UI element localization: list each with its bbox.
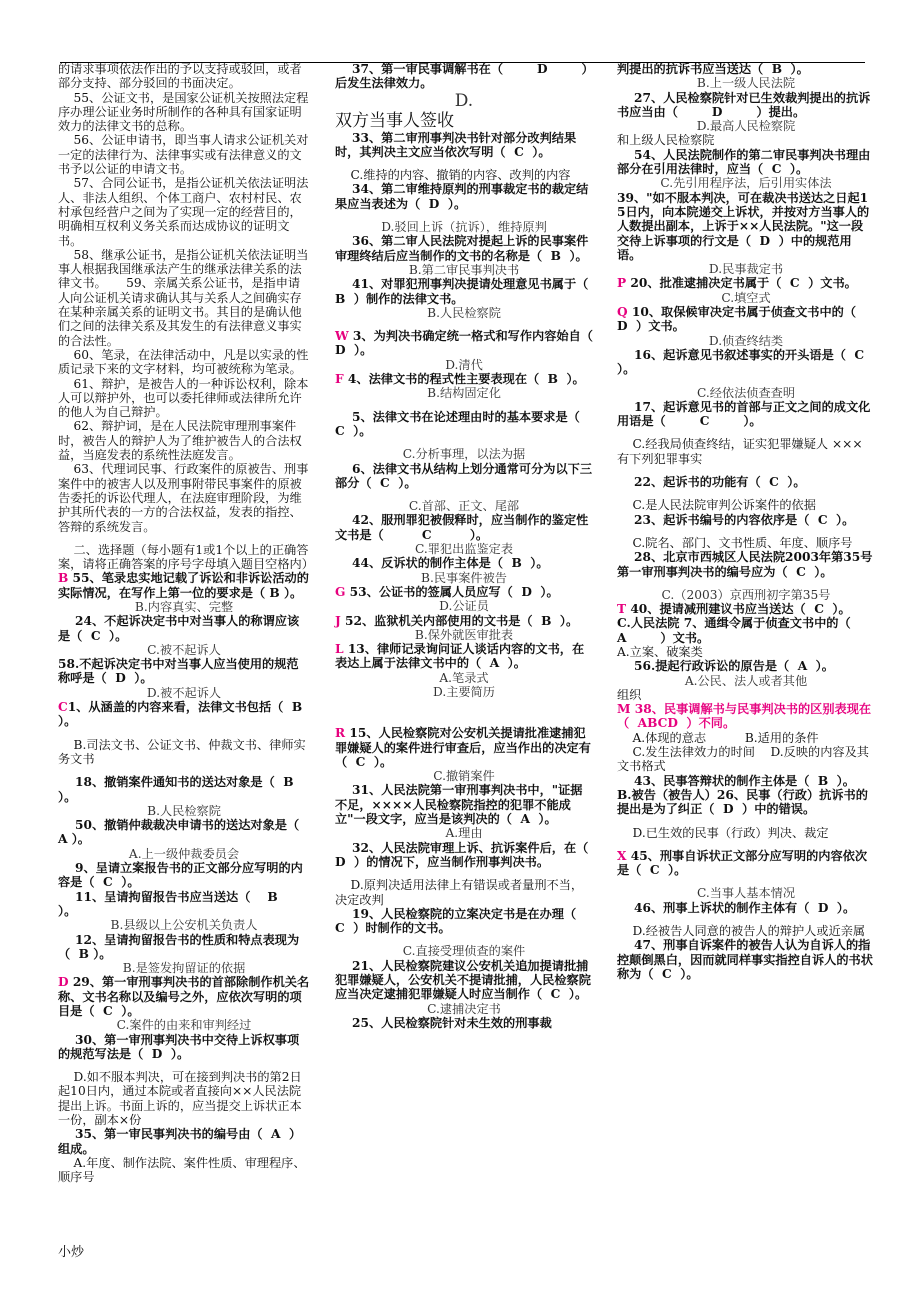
line-text: D.公证员 xyxy=(439,599,489,614)
line-text: 29、第一审刑事判决书的首部除制作机关名称、文书名称以及编号之外，应依次写明的项目是（ C ）。 xyxy=(58,975,310,1018)
text-line xyxy=(617,924,875,938)
text-line xyxy=(58,818,310,847)
answer-line xyxy=(335,769,593,783)
line-text: D.侦查终结类 xyxy=(708,333,784,348)
line-text: 22、起诉书的功能有（ C ）。 xyxy=(617,475,806,490)
text-line xyxy=(617,788,875,817)
index-letter: M xyxy=(617,702,631,717)
answer-line xyxy=(617,886,875,900)
text-line xyxy=(58,657,310,686)
line-text: C.维持的内容、撤销的内容、改判的内容 xyxy=(335,168,571,183)
text-line xyxy=(58,91,310,134)
index-letter: C xyxy=(58,700,68,715)
index-letter: L xyxy=(335,642,344,657)
text-line xyxy=(58,419,310,462)
line-text: 47、刑事自诉案件的被告人认为自诉人的指控颠倒黑白，因而就同样事实指控自诉人的书状称为（ C ）。 xyxy=(617,938,873,981)
line-text: C.被不起诉人 xyxy=(147,642,221,657)
text-line xyxy=(58,62,310,91)
answer-line xyxy=(617,674,875,688)
answer-line xyxy=(335,571,593,585)
line-text: D.已生效的民事（行政）判决、裁定 xyxy=(617,825,829,840)
line-text: 10、取保候审决定书属于侦查文书中的（ D ）文书。 xyxy=(617,305,865,334)
text-line xyxy=(617,133,875,147)
line-text: A.体现的意志 B.适用的条件 xyxy=(617,730,819,745)
answer-line xyxy=(335,91,593,111)
index-letter: X xyxy=(617,848,627,863)
line-text: 19、人民检察院的立案决定书是在办理（ C ）时制作的文书。 xyxy=(335,906,585,936)
spacer xyxy=(617,466,875,475)
text-line xyxy=(58,738,310,767)
text-line xyxy=(617,938,875,981)
text-line xyxy=(335,111,593,131)
text-line xyxy=(617,745,875,774)
line-text: 30、第一审刑事判决书中交待上诉权事项的规范写法是（ D ）。 xyxy=(58,1032,300,1061)
line-text: A.立案、破案类 xyxy=(617,644,703,659)
answer-line xyxy=(335,499,593,513)
index-letter: J xyxy=(335,613,341,628)
spacer xyxy=(58,534,310,543)
line-text: 58、继承公证书，是指公证机关依法证明当事人根据我国继承法产生的继承法律关系的法律文书。 59、亲属关系公证书，是指申请人向公证机关请求确认其与关系人之间确实存在某种亲属关系的证明文书。其目的是确认他们之间的法律关系及其发生的有法律意义事实的合法性。 xyxy=(58,247,309,348)
text-line xyxy=(617,148,875,177)
spacer xyxy=(335,320,593,329)
line-text: D.经被告人同意的被告人的辩护人或近亲属 xyxy=(617,924,866,939)
spacer xyxy=(58,1061,310,1070)
line-text: 55、公证文书，是国家公证机关按照法定程序办理公证业务时所制作的各种具有国家证明效力的法律文书的总称。 xyxy=(58,90,309,134)
line-text: C.先引用程序法，后引用实体法 xyxy=(660,176,832,191)
line-text: 61、辩护，是被告人的一种诉讼权利，除本人可以辩护外，也可以委托律师或法律所允许的他人为自己辩护。 xyxy=(58,376,309,420)
line-text: D.被不起诉人 xyxy=(146,685,222,700)
answer-line xyxy=(335,263,593,277)
text-line xyxy=(617,688,875,702)
line-text: 39、"如不服本判决，可在裁决书送达之日起15日内，向本院递交上诉状，并按对方当事人的人数提出副本，上诉于××人民法院。"这一段交待上诉事项的行文是（ D ）中的规范用语。 xyxy=(617,190,870,262)
text-line xyxy=(335,878,593,907)
line-text: 57、合同公证书，是指公证机关依法证明法人、非法人组织、个体工商户、农村村民、农村承包经营户之间为了实现一定的经营目的，明确相互权利义务关系而达成协议的证明文书。 xyxy=(58,176,309,248)
question-item xyxy=(617,276,875,290)
line-text: 1、从涵盖的内容来看，法律文书包括（ B ）。 xyxy=(58,700,311,729)
line-text: A.笔录式 xyxy=(439,670,489,685)
spacer xyxy=(617,377,875,386)
answer-line xyxy=(58,1018,310,1032)
answer-line xyxy=(335,599,593,613)
line-text: 45、刑事自诉状正文部分应写明的内容依次是（ C ）。 xyxy=(617,848,868,878)
answer-line xyxy=(617,386,875,400)
text-line xyxy=(58,861,310,890)
line-text: D.最高人民检察院 xyxy=(696,119,796,134)
question-item xyxy=(335,372,593,386)
line-text: C.分析事理，以法为据 xyxy=(402,447,526,462)
spacer xyxy=(58,766,310,775)
answer-line xyxy=(335,542,593,556)
line-text: 62、辩护词，是在人民法院审理刑事案件时，被告人的辩护人为了维护被告人的合法权益，当庭发表的系统性法庭发言。 xyxy=(58,419,302,463)
line-text: 28、北京市西城区人民法院2003年第35号第一审刑事判决书的编号应为（ C ）。 xyxy=(617,550,873,579)
text-line xyxy=(617,616,885,645)
column-right xyxy=(617,62,885,981)
index-letter: W xyxy=(335,329,349,344)
text-line xyxy=(58,462,310,533)
answer-line xyxy=(335,306,593,320)
text-line xyxy=(335,840,597,870)
text-line xyxy=(335,62,593,91)
spacer xyxy=(617,915,875,924)
question-item xyxy=(58,700,310,729)
text-line xyxy=(617,91,875,120)
line-text: 55、笔录忠实地记载了诉讼和非诉讼活动的实际情况，在写作上第一位的要求是（ B ）。 xyxy=(58,571,309,600)
text-line xyxy=(617,400,875,429)
line-text: D.清代 xyxy=(445,357,483,372)
column-left xyxy=(58,62,314,1185)
text-line xyxy=(335,462,593,491)
line-text: 56、公证申请书，即当事人请求公证机关对一定的法律行为、法律事实或有法律意义的文书予以公证的申请文书。 xyxy=(58,133,309,177)
text-line xyxy=(58,890,310,919)
line-text: 27、人民检察院针对已生效裁判提出的抗诉书应当由（ D ）提出。 xyxy=(617,90,871,119)
line-text: D.民事裁定书 xyxy=(708,262,784,277)
spacer xyxy=(335,869,593,878)
answer-line xyxy=(335,358,593,372)
answer-line xyxy=(335,220,593,234)
spacer xyxy=(58,729,310,738)
answer-line xyxy=(335,447,593,461)
spacer xyxy=(335,401,593,410)
line-text: C.发生法律效力的时间 D.反映的内容及其文书格式 xyxy=(617,745,869,774)
line-text: 43、民事答辩状的制作主体是（ B ）。 xyxy=(617,773,855,788)
line-text: 36、第二审人民法院对提起上诉的民事案件审理终结后应当制作的文书的名称是（ B ）。 xyxy=(335,234,589,263)
answer-line xyxy=(58,918,310,932)
line-text: 13、律师记录询问证人谈话内容的文书，在表达上属于法律文书中的（ A ）。 xyxy=(335,642,585,671)
line-text: 24、不起诉决定书中对当事人的称谓应该是（ C ）。 xyxy=(58,614,300,643)
index-letter: G xyxy=(335,584,346,599)
line-text: 50、撤销仲裁裁决申请书的送达对象是（ A ）。 xyxy=(58,818,304,847)
question-item xyxy=(617,849,875,878)
line-text: B.人民检察院 xyxy=(427,305,501,320)
line-text: 44、反诉状的制作主体是（ B ）。 xyxy=(335,556,549,571)
line-text: 18、撤销案件通知书的送达对象是（ B ）。 xyxy=(58,775,298,804)
question-item xyxy=(335,642,593,671)
text-line xyxy=(335,783,593,826)
line-text: 12、呈请拘留报告书的性质和特点表现为（ B ）。 xyxy=(58,932,300,961)
text-line xyxy=(617,191,875,262)
answer-line xyxy=(58,600,310,614)
text-line xyxy=(335,182,593,211)
text-line xyxy=(335,556,593,570)
text-line xyxy=(617,437,875,466)
question-item xyxy=(58,571,310,600)
answer-line xyxy=(58,847,310,861)
line-text: 63、代理词民事、行政案件的原被告、刑事案件中的被害人以及刑事附带民事案件的原被告委托的诉讼代理人，在法庭审理阶段，为维护其所代表的一方的合法权益，发表的指控、答辩的系统发言。 xyxy=(58,462,309,534)
answer-line xyxy=(58,961,310,975)
spacer xyxy=(617,527,875,536)
text-line xyxy=(617,536,875,550)
text-line xyxy=(335,277,597,306)
line-text: 21、人民检察院建议公安机关追加提请批捕犯罪嫌疑人，公安机关不提请批捕，人民检察院应当决定逮捕犯罪嫌疑人时应当制作（ C ）。 xyxy=(335,958,591,1002)
line-text: 20、批准逮捕决定书属于（ C ）文书。 xyxy=(626,276,857,291)
spacer xyxy=(335,490,593,499)
line-text: 17、起诉意见书的首部与正文之间的成文化用语是（ C ）。 xyxy=(617,399,871,429)
line-text: 判提出的抗诉书应当送达（ B ）。 xyxy=(617,62,809,76)
answer-line xyxy=(617,334,875,348)
answer-line xyxy=(335,826,593,840)
line-text: B.被告（被告人）26、民事（行政）抗诉书的提出是为了纠正（ D ）中的错误。 xyxy=(617,787,868,817)
line-text: B.县级以上公安机关负责人 xyxy=(110,918,258,933)
line-text: 9、呈请立案报告书的正文部分应写明的内容是（ C ）。 xyxy=(58,861,303,890)
line-text: A.理由 xyxy=(445,826,483,841)
line-text: 6、法律文书从结构上划分通常可分为以下三部分（ C ）。 xyxy=(335,461,593,490)
text-line xyxy=(617,774,875,788)
line-text: 56.提起行政诉讼的原告是（ A ）。 xyxy=(617,659,834,674)
line-text: B.保外就医审批表 xyxy=(414,627,514,642)
spacer xyxy=(617,817,875,826)
line-text: 46、刑事上诉状的制作主体有（ D ）。 xyxy=(617,900,856,915)
line-text: B.内容真实、完整 xyxy=(134,599,234,614)
line-text: C.（2003）京西刑初字第35号 xyxy=(661,587,831,602)
line-text: 34、第二审维持原判的刑事裁定书的裁定结果应当表述为（ D ）。 xyxy=(335,182,589,211)
spacer xyxy=(617,840,875,849)
question-item xyxy=(58,975,310,1018)
index-letter: D xyxy=(58,975,69,990)
text-line xyxy=(617,731,875,745)
index-letter: R xyxy=(335,726,346,741)
text-line xyxy=(58,248,310,348)
answer-line xyxy=(617,119,875,133)
line-text: B.上一级人民法院 xyxy=(696,76,796,91)
line-text: B.第二审民事判决书 xyxy=(408,262,520,277)
answer-line xyxy=(58,686,310,700)
text-line xyxy=(617,826,875,840)
line-text: 38、民事调解书与民事判决书的区别表现在（ ABCD ）不同。 xyxy=(617,702,872,731)
text-line xyxy=(58,1070,310,1127)
spacer xyxy=(335,438,593,447)
line-text: 16、起诉意见书叙述事实的开头语是（ C ）。 xyxy=(617,347,873,377)
text-line xyxy=(617,659,875,673)
answer-line xyxy=(617,588,875,602)
line-text: C.当事人基本情况 xyxy=(696,886,796,901)
question-item xyxy=(617,602,875,616)
line-text: C.填空式 xyxy=(721,290,771,305)
text-line xyxy=(58,1127,310,1156)
index-letter: F xyxy=(335,372,344,387)
answer-line xyxy=(617,291,875,305)
question-item xyxy=(617,305,875,334)
line-text: 41、对罪犯刑事判决提请处理意见书属于（ B ）制作的法律文书。 xyxy=(335,277,597,306)
line-text: 42、服刑罪犯被假释时，应当制作的鉴定性文书是（ C ）。 xyxy=(335,513,589,542)
line-text: C.经依法侦查查明 xyxy=(696,385,796,400)
line-text: 双方当事人签收 xyxy=(335,110,454,131)
page-footer: 小炒 xyxy=(58,1245,85,1260)
text-line xyxy=(335,513,593,542)
text-line xyxy=(617,475,875,489)
line-text: 二、选择题（每小题有1或1个以上的正确答案，请将正确答案的序号字母填入题目空格内） xyxy=(58,542,314,572)
answer-line xyxy=(335,671,593,685)
column-middle xyxy=(335,62,602,1030)
line-text: D.原判决适用法律上有错误或者量刑不当，决定改判 xyxy=(335,878,584,907)
text-line xyxy=(335,168,593,182)
line-text: C.罪犯出监鉴定表 xyxy=(414,542,514,557)
spacer xyxy=(335,159,593,168)
text-line xyxy=(58,1033,310,1062)
answer-line xyxy=(617,76,875,90)
text-line xyxy=(335,410,593,439)
text-line xyxy=(58,775,310,804)
line-text: 23、起诉书编号的内容依序是（ C ）。 xyxy=(617,512,855,527)
text-line xyxy=(58,1156,310,1185)
spacer xyxy=(335,708,593,717)
line-text: C.院名、部门、文书性质、年度、顺序号 xyxy=(617,535,853,550)
line-text: 40、提请减刑建议书应当送达（ C ）。 xyxy=(626,602,851,617)
line-text: 52、监狱机关内部使用的文书是（ B ）。 xyxy=(340,613,579,628)
text-line xyxy=(58,614,310,643)
line-text: D.驳回上诉（抗诉），维持原判 xyxy=(381,220,547,235)
text-line xyxy=(617,498,875,512)
spacer xyxy=(617,489,875,498)
answer-line xyxy=(335,944,593,958)
question-item xyxy=(335,614,593,628)
line-text: A.年度、制作法院、案件性质、审理程序、顺序号 xyxy=(58,1155,306,1185)
answer-line xyxy=(335,685,593,699)
line-text: 37、第一审民事调解书在（ D ）后发生法律效力。 xyxy=(335,62,588,91)
question-item xyxy=(335,585,593,599)
line-text: A.上一级仲裁委员会 xyxy=(128,846,240,861)
line-text: 25、人民检察院针对未生效的刑事裁 xyxy=(335,1015,552,1030)
text-line xyxy=(58,933,310,962)
line-text: C.经我局侦查终结，证实犯罪嫌疑人 ××× 有下列犯罪事实 xyxy=(617,437,867,466)
text-line xyxy=(617,550,875,579)
text-line xyxy=(335,234,593,263)
text-line xyxy=(335,131,593,160)
line-text: A.公民、法人或者其他 xyxy=(684,673,808,688)
line-text: C.直接受理侦查的案件 xyxy=(402,944,526,959)
index-letter: P xyxy=(617,276,627,291)
index-letter: T xyxy=(617,602,627,617)
line-text: 60、笔录，在法律活动中，凡是以实录的性质记录下来的文字材料，均可被统称为笔录。 xyxy=(58,347,309,377)
line-text: B.民事案件被告 xyxy=(421,570,507,585)
line-text: 35、第一审民事判决书的编号由（ A ）组成。 xyxy=(58,1127,302,1156)
line-text: 33、第二审刑事判决书针对部分改判结果时，其判决主文应当依次写明（ C ）。 xyxy=(335,130,577,159)
line-text: B.人民检察院 xyxy=(147,803,221,818)
question-item xyxy=(617,702,875,731)
line-text: 11、呈请拘留报告书应当送达（ B ）。 xyxy=(58,889,295,918)
answer-line xyxy=(335,628,593,642)
index-letter: Q xyxy=(617,305,628,320)
text-line xyxy=(335,1016,593,1030)
answer-line xyxy=(335,386,593,400)
text-line xyxy=(617,513,875,527)
question-item xyxy=(335,329,602,358)
index-letter: B xyxy=(58,571,69,586)
line-text: B.是签发拘留证的依据 xyxy=(122,961,246,976)
spacer xyxy=(335,211,593,220)
line-text: B.司法文书、公证文书、仲裁文书、律师实务文书 xyxy=(58,737,306,766)
line-text: 的请求事项依法作出的予以支持或驳回，或者部分支持、部分驳回的书面决定。 xyxy=(58,62,302,91)
line-text: 58.不起诉决定书中对当事人应当使用的规范称呼是（ D ）。 xyxy=(58,657,299,686)
answer-line xyxy=(617,262,875,276)
answer-line xyxy=(58,643,310,657)
text-line xyxy=(58,348,310,377)
line-text: 5、法律文书在论述理由时的基本要求是（ C ）。 xyxy=(335,409,589,438)
line-text: B.结构固定化 xyxy=(427,386,501,401)
line-text: 31、人民法院第一审刑事判决书中，"证据不足，××××人民检察院指控的犯罪不能成立"一段文字，应当是该判决的（ A ）。 xyxy=(335,783,583,827)
line-text: 和上级人民检察院 xyxy=(617,133,715,148)
text-line xyxy=(617,348,875,377)
answer-line xyxy=(335,1002,593,1016)
line-text: 54、人民法院制作的第二审民事判决书理由部分在引用法律时，应当（ C ）。 xyxy=(617,147,871,177)
question-item xyxy=(335,726,593,769)
line-text: D.主要简历 xyxy=(433,684,495,699)
line-text: 3、为判决书确定统一格式和写作内容始自（ D ）。 xyxy=(335,329,602,358)
answer-line xyxy=(617,176,875,190)
text-line xyxy=(58,377,310,420)
spacer xyxy=(335,717,593,726)
text-line xyxy=(58,133,310,176)
line-text: C.是人民法院审判公诉案件的依据 xyxy=(617,498,816,513)
text-line xyxy=(617,901,875,915)
line-text: C.首部、正文、尾部 xyxy=(408,499,520,514)
line-text: C.案件的由来和审判经过 xyxy=(116,1018,252,1033)
line-text: 组织 xyxy=(617,687,642,702)
line-text: 4、法律文书的程式性主要表现在（ B ）。 xyxy=(343,372,585,387)
text-line xyxy=(58,176,310,247)
line-text: C.人民法院 7、通缉令属于侦查文书中的（ A ）文书。 xyxy=(617,616,885,645)
spacer xyxy=(617,579,875,588)
line-text: C.撤销案件 xyxy=(433,769,495,784)
text-line xyxy=(617,62,875,76)
line-text: 53、公证书的签属人员应写（ D ）。 xyxy=(345,584,559,599)
text-line xyxy=(335,959,593,1002)
line-text: 32、人民法院审理上诉、抗诉案件后，在（ D ）的情况下，应当制作刑事判决书。 xyxy=(335,840,597,869)
answer-line xyxy=(58,804,310,818)
spacer xyxy=(335,699,593,708)
text-line xyxy=(335,907,593,936)
line-text: 15、人民检察院对公安机关提请批准逮捕犯罪嫌疑人的案件进行审查后，应当作出的决定有（ C ）。 xyxy=(335,726,591,769)
line-text: D.如不服本判决，可在接到判决书的第2日起10日内，通过本院或者直接向××人民法院提出上诉。书面上诉的，应当提交上诉状正本一份，副本×份 xyxy=(58,1070,302,1128)
line-text: C.逮捕决定书 xyxy=(427,1001,501,1016)
text-line xyxy=(58,542,314,572)
line-text: D. xyxy=(454,90,474,111)
text-line xyxy=(617,645,875,659)
